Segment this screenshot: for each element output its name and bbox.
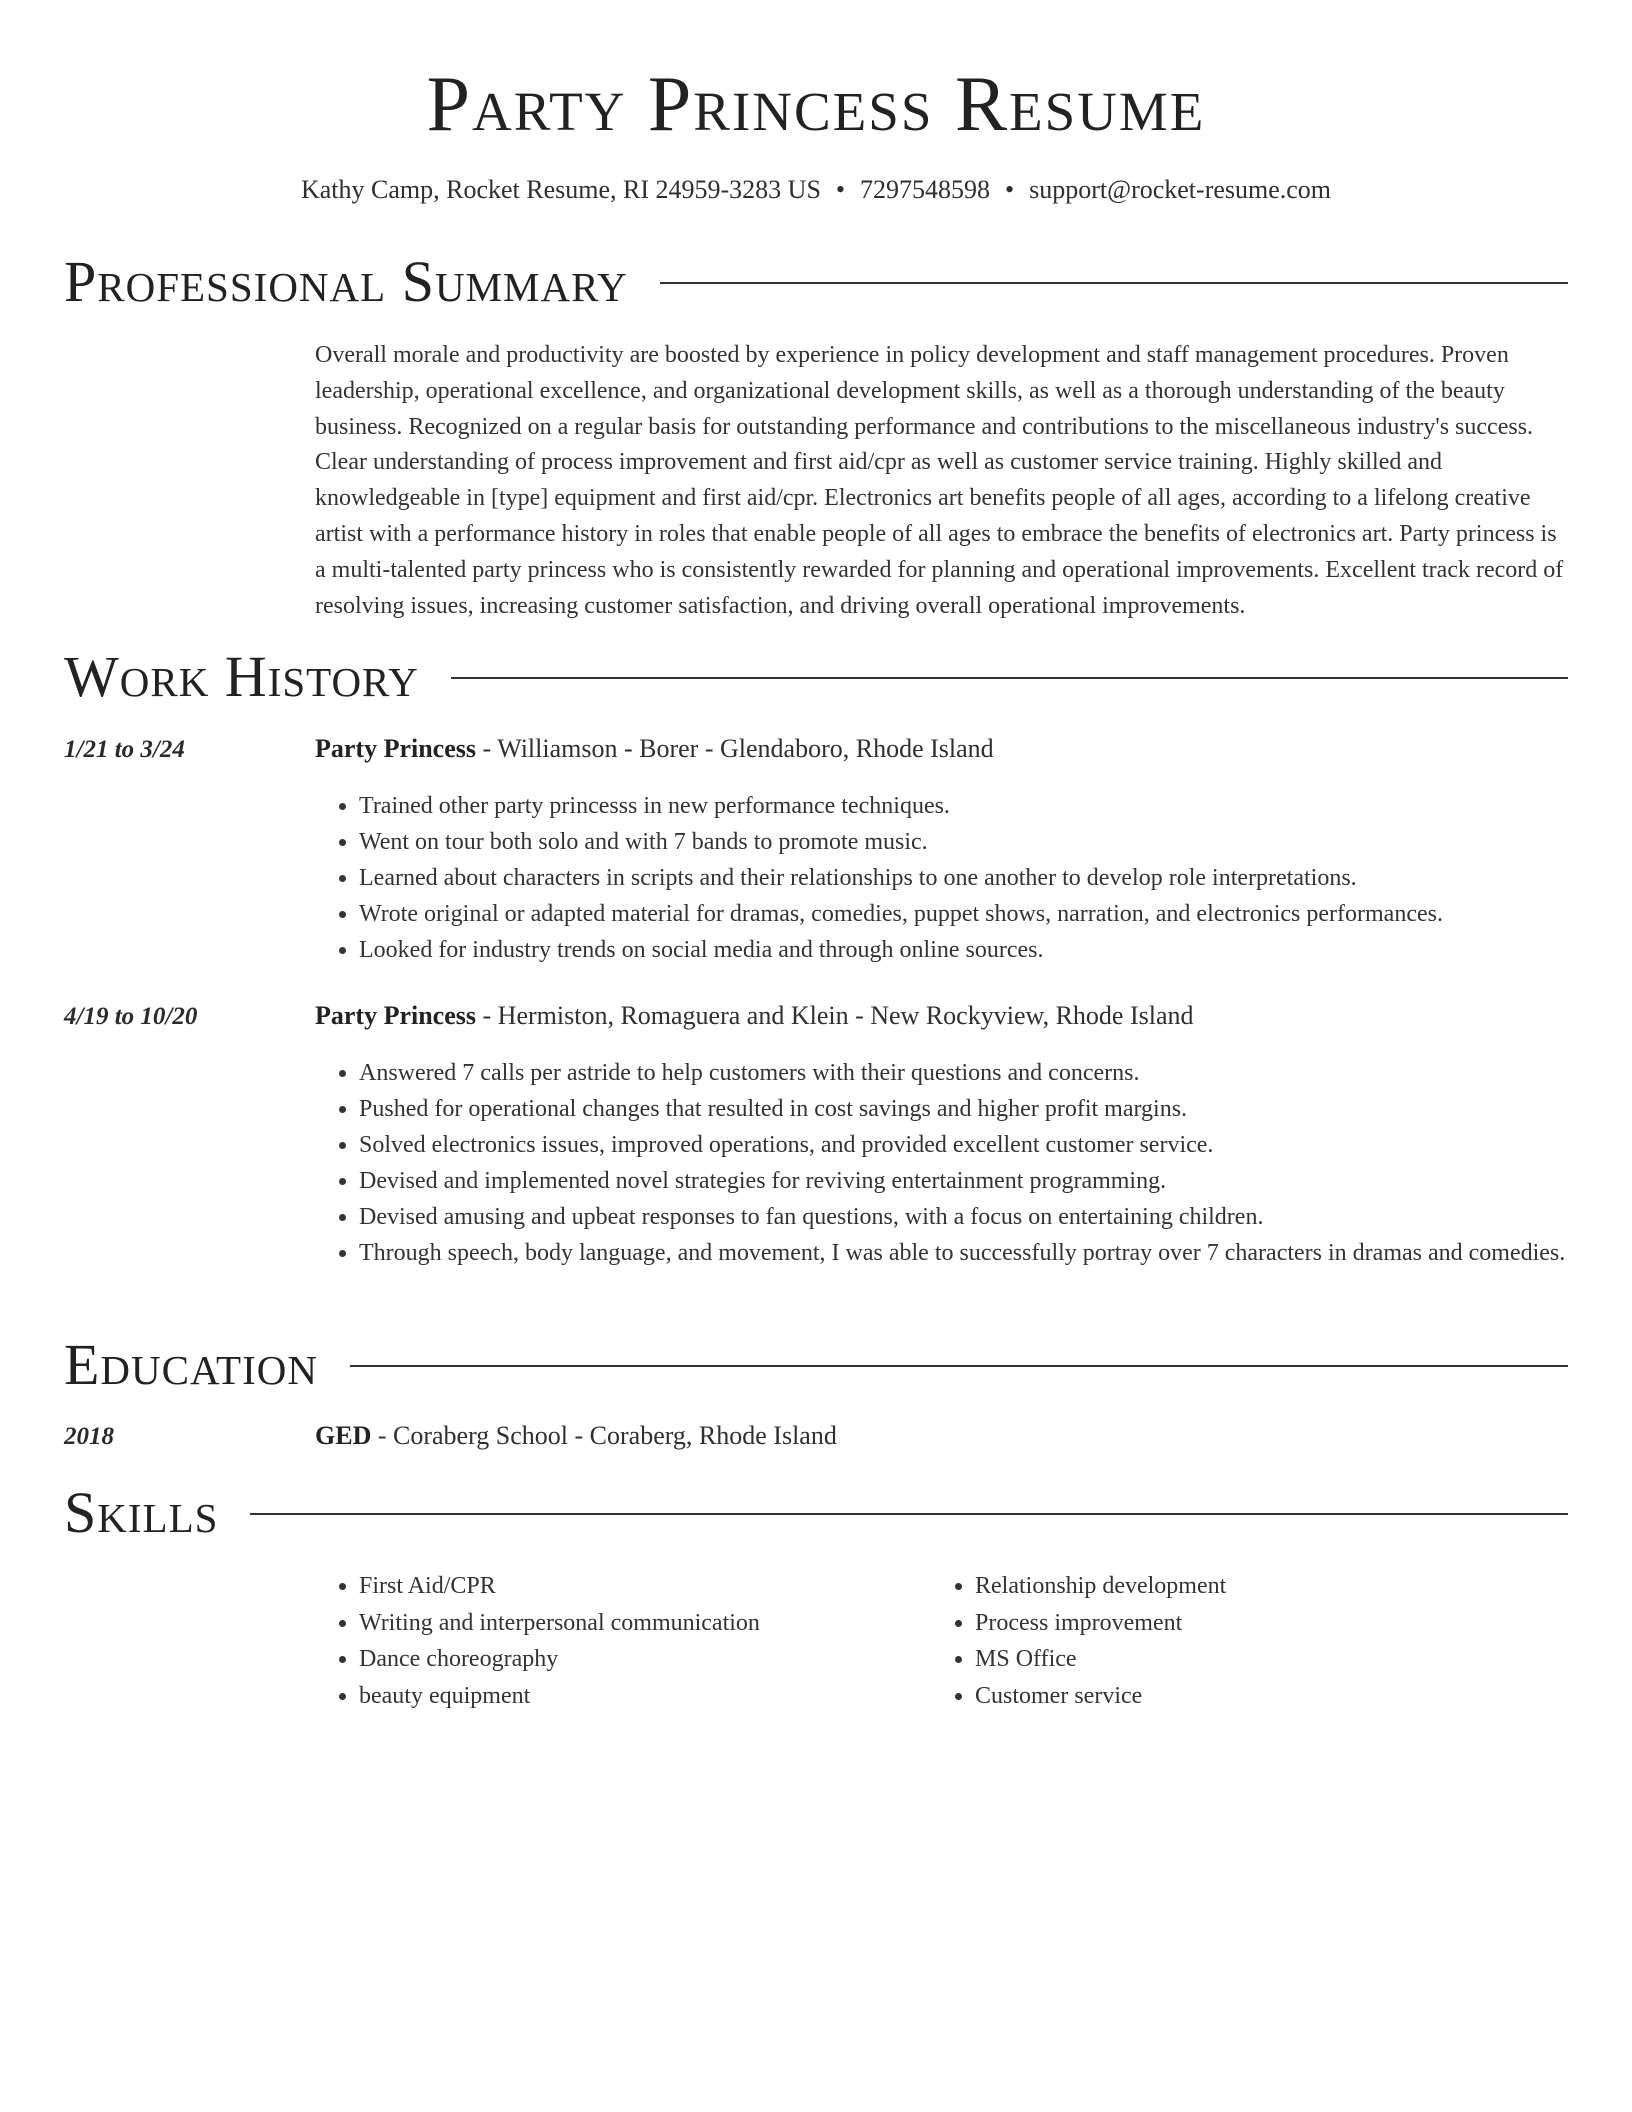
- job-heading: [315, 732, 1565, 766]
- list-item: • Answered 7 calls per astride to help customers with their questions and concerns.: [359, 1055, 1609, 1091]
- job-dates: 1/21 to 3/24: [64, 736, 185, 763]
- section-divider: [660, 282, 1568, 284]
- education-degree: GED: [315, 1421, 372, 1450]
- job-employer-location: - Hermiston, Romaguera and Klein - New Rockyview, Rhode Island: [476, 1001, 1194, 1030]
- contact-separator: •: [1005, 175, 1015, 204]
- list-item: • Learned about characters in scripts and their relationships to one another to develop role interpretations.: [359, 860, 1609, 896]
- job-title: Party Princess: [315, 734, 477, 763]
- job-dates: 4/19 to 10/20: [64, 1003, 198, 1030]
- skills-list-right: [931, 1568, 1595, 1714]
- resume-title: Party Princess Resume: [426, 60, 1206, 147]
- list-item: • Devised and implemented novel strategies for reviving entertainment programming.: [359, 1163, 1609, 1199]
- skill-item: • Relationship development: [975, 1568, 1595, 1605]
- list-item: • Wrote original or adapted material for dramas, comedies, puppet shows, narration, and electronics performances.: [359, 896, 1609, 932]
- skill-item: • Customer service: [975, 1678, 1595, 1715]
- section-title-skills: Skills: [64, 1480, 219, 1545]
- section-header-education: [64, 1333, 1568, 1397]
- skill-item: • First Aid/CPR: [359, 1568, 919, 1605]
- list-item: • Through speech, body language, and movement, I was able to successfully portray over 7 characters in dramas and comedies.: [359, 1235, 1609, 1271]
- skills-list-left: [315, 1568, 919, 1714]
- summary-text: Overall morale and productivity are boosted by experience in policy development and staff management procedures. Proven leadership, operational excellence, and organizational development skills, as well as a thorough understanding of the beauty business. Recognized on a regular basis for outstanding performance and contributions to the miscellaneous industry's success. Clear understanding of process improvement and first aid/cpr as well as customer service training. Highly skilled and knowledgeable in [type] equipment and first aid/cpr. Electronics art benefits people of all ages, according to a lifelong creative artist with a performance history in roles that enable people of all ages to embrace the benefits of electronics art. Party princess is a multi-talented party princess who is consistently rewarded for planning and operational improvements. Excellent track record of resolving issues, increasing customer satisfaction, and driving overall operational improvements.: [315, 342, 1564, 619]
- list-item: • Looked for industry trends on social media and through online sources.: [359, 932, 1609, 968]
- job-title: Party Princess: [315, 1001, 477, 1030]
- list-item: • Devised amusing and upbeat responses to fan questions, with a focus on entertaining children.: [359, 1199, 1609, 1235]
- contact-phone: 7297548598: [860, 175, 991, 204]
- section-header-summary: [64, 250, 1568, 314]
- contact-line: [0, 172, 1632, 208]
- education-year: 2018: [64, 1423, 114, 1450]
- job-heading: [315, 999, 1565, 1033]
- section-divider: [250, 1513, 1568, 1515]
- section-header-work-history: [64, 645, 1568, 709]
- section-header-skills: [64, 1481, 1568, 1545]
- contact-separator: •: [835, 175, 846, 204]
- list-item: • Trained other party princesss in new performance techniques.: [359, 788, 1609, 824]
- skill-item: • beauty equipment: [359, 1678, 919, 1715]
- job-duties-list: [315, 788, 1609, 968]
- job-duties-list: [315, 1055, 1609, 1271]
- skill-item: • MS Office: [975, 1641, 1595, 1678]
- skill-item: • Dance choreography: [359, 1641, 919, 1678]
- list-item: • Went on tour both solo and with 7 bands to promote music.: [359, 824, 1609, 860]
- section-divider: [350, 1365, 1568, 1367]
- list-item: • Solved electronics issues, improved operations, and provided excellent customer service.: [359, 1127, 1609, 1163]
- list-item: • Pushed for operational changes that resulted in cost savings and higher profit margins.: [359, 1091, 1609, 1127]
- section-title-education: Education: [64, 1332, 318, 1397]
- education-school-location: - Coraberg School - Coraberg, Rhode Island: [371, 1421, 837, 1450]
- section-title-summary: Professional Summary: [64, 249, 628, 314]
- skill-item: • Process improvement: [975, 1605, 1595, 1642]
- contact-address: Kathy Camp, Rocket Resume, RI 24959-3283 US: [300, 175, 821, 204]
- contact-email: support@rocket-resume.com: [1029, 175, 1332, 204]
- section-title-work-history: Work History: [64, 644, 419, 709]
- job-employer-location: - Williamson - Borer - Glendaboro, Rhode Island: [476, 734, 994, 763]
- education-heading: [315, 1419, 1565, 1453]
- skill-item: • Writing and interpersonal communication: [359, 1605, 919, 1642]
- section-divider: [451, 677, 1568, 679]
